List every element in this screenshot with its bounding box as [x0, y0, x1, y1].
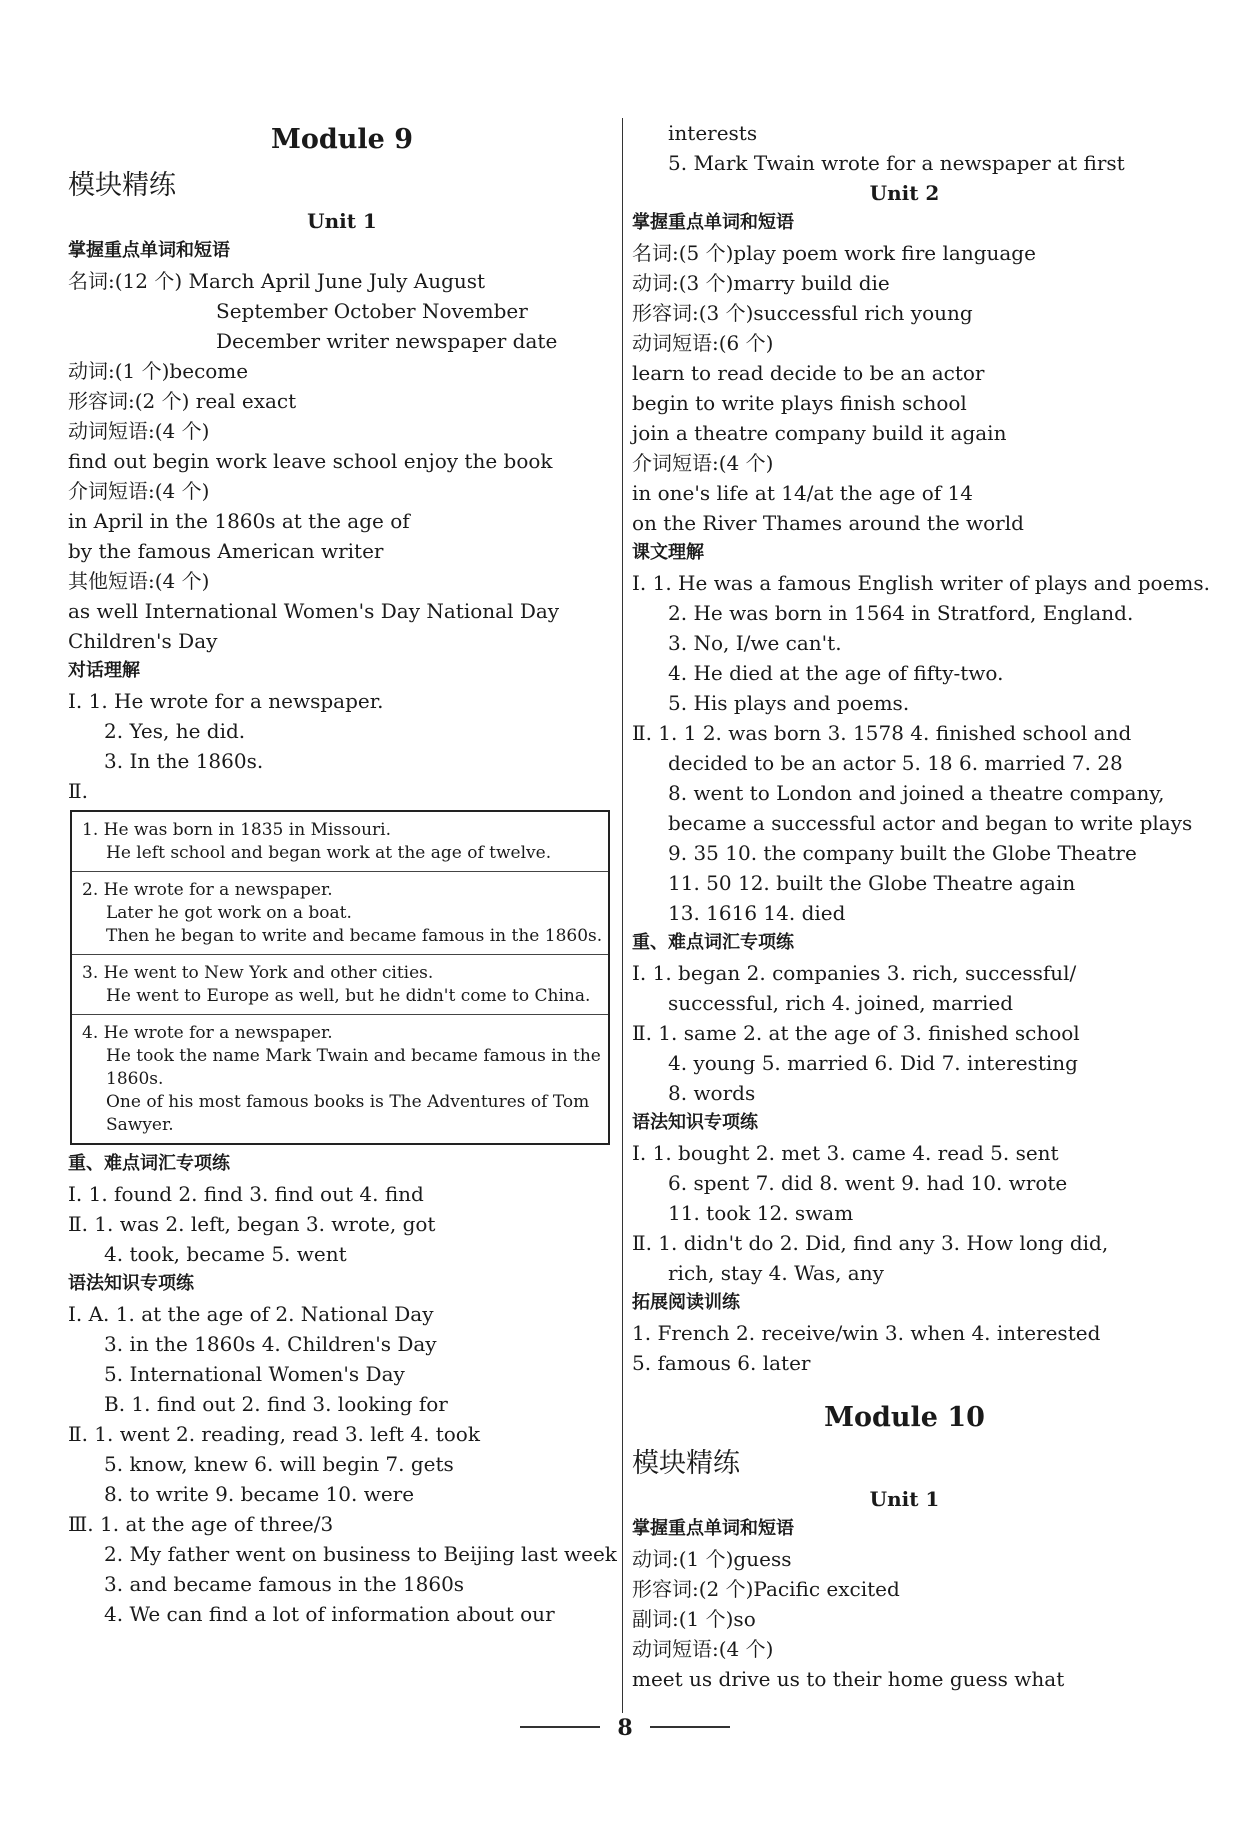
- module-title: Module 9: [270, 124, 414, 155]
- text-line: on the River Thames around the world: [632, 511, 1024, 535]
- section-heading: 课文理解: [632, 542, 704, 563]
- answer-line: 5. International Women's Day: [104, 1362, 405, 1386]
- text-line: 副词:(1 个)so: [632, 1607, 756, 1631]
- answer-line: rich, stay 4. Was, any: [668, 1261, 884, 1285]
- answer-box-line: He took the name Mark Twain and became famous in the: [106, 1046, 601, 1066]
- answer-line: 2. My father went on business to Beijing last week: [104, 1542, 617, 1566]
- answer-box-line: 1860s.: [106, 1069, 164, 1089]
- text-line: Ⅰ. 1. found 2. find 3. find out 4. find: [68, 1182, 424, 1206]
- spacer: [632, 1378, 1177, 1396]
- text-line: 介词短语:(4 个): [68, 479, 210, 503]
- column-divider: [622, 118, 623, 1713]
- text-line: Ⅱ. 1. 1 2. was born 3. 1578 4. finished school and: [632, 721, 1132, 745]
- answer-line: 8. words: [668, 1081, 756, 1105]
- text-line: Ⅰ. 1. He was a famous English writer of plays and poems.: [632, 571, 1210, 595]
- text-line: 介词短语:(4 个): [632, 451, 774, 475]
- page-number: 8: [617, 1715, 633, 1741]
- answer-box-line: Then he began to write and became famous in the 1860s.: [106, 926, 603, 946]
- answer-line: 4. took, became 5. went: [104, 1242, 347, 1266]
- text-line: Ⅰ. 1. bought 2. met 3. came 4. read 5. sent: [632, 1141, 1059, 1165]
- answer-line: B. 1. find out 2. find 3. looking for: [104, 1392, 448, 1416]
- answer-box-line: Later he got work on a boat.: [106, 903, 352, 923]
- text-line: as well International Women's Day National Day: [68, 599, 560, 623]
- text-line: 动词:(1 个)become: [68, 359, 249, 383]
- answer-line: 5. Mark Twain wrote for a newspaper at first: [668, 151, 1125, 175]
- answer-box-cell: [72, 955, 608, 1015]
- answer-line: 8. to write 9. became 10. were: [104, 1482, 415, 1506]
- text-line: Ⅰ. 1. began 2. companies 3. rich, successful/: [632, 961, 1077, 985]
- answer-line: 13. 1616 14. died: [668, 901, 846, 925]
- right-column: [632, 118, 1210, 1694]
- text-line: Ⅰ. A. 1. at the age of 2. National Day: [68, 1302, 434, 1326]
- answer-box-line: 2. He wrote for a newspaper.: [82, 880, 333, 900]
- answer-line: 8. went to London and joined a theatre company,: [668, 781, 1165, 805]
- answer-box-line: One of his most famous books is The Adventures of Tom: [106, 1092, 590, 1112]
- text-line: find out begin work leave school enjoy the book: [68, 449, 553, 473]
- answer-line: 2. He was born in 1564 in Stratford, England.: [668, 601, 1134, 625]
- text-line: in April in the 1860s at the age of: [68, 509, 410, 533]
- answer-line: 6. spent 7. did 8. went 9. had 10. wrote: [668, 1171, 1068, 1195]
- answer-line: 3. in the 1860s 4. Children's Day: [104, 1332, 437, 1356]
- answer-line: 3. No, I/we can't.: [668, 631, 842, 655]
- answer-line: 4. He died at the age of fifty-two.: [668, 661, 1004, 685]
- section-heading: 掌握重点单词和短语: [632, 212, 794, 233]
- text-line: Ⅱ. 1. was 2. left, began 3. wrote, got: [68, 1212, 436, 1236]
- text-line: Ⅱ. 1. went 2. reading, read 3. left 4. took: [68, 1422, 480, 1446]
- text-line: Ⅱ. 1. didn't do 2. Did, find any 3. How long did,: [632, 1231, 1109, 1255]
- page-ornament-right: [650, 1726, 730, 1728]
- answer-line: 4. We can find a lot of information about our: [104, 1602, 555, 1626]
- text-line: 形容词:(2 个)Pacific excited: [632, 1577, 900, 1601]
- unit-title: Unit 2: [869, 181, 940, 205]
- text-line: 动词短语:(4 个): [68, 419, 210, 443]
- text-line: by the famous American writer: [68, 539, 384, 563]
- text-line: 动词短语:(4 个): [632, 1637, 774, 1661]
- answer-line: 11. took 12. swam: [668, 1201, 854, 1225]
- section-heading: 语法知识专项练: [632, 1112, 758, 1133]
- text-line: 名词:(5 个)play poem work fire language: [632, 241, 1036, 265]
- text-line: join a theatre company build it again: [632, 421, 1007, 445]
- answer-box-line: 4. He wrote for a newspaper.: [82, 1023, 333, 1043]
- text-line: Children's Day: [68, 629, 218, 653]
- unit-title: Unit 1: [869, 1487, 940, 1511]
- text-line: 形容词:(2 个) real exact: [68, 389, 297, 413]
- section-heading: 重、难点词汇专项练: [68, 1153, 230, 1174]
- answer-line: 3. In the 1860s.: [104, 749, 264, 773]
- text-line: meet us drive us to their home guess what: [632, 1667, 1065, 1691]
- text-line: Ⅱ.: [68, 779, 88, 803]
- left-column: [68, 118, 616, 1629]
- answer-line: 3. and became famous in the 1860s: [104, 1572, 465, 1596]
- text-line: 1. French 2. receive/win 3. when 4. interested: [632, 1321, 1101, 1345]
- text-line: 动词:(3 个)marry build die: [632, 271, 890, 295]
- text-line: 名词:(12 个) March April June July August: [68, 269, 486, 293]
- answer-line: 5. know, knew 6. will begin 7. gets: [104, 1452, 454, 1476]
- section-heading: 对话理解: [68, 660, 140, 681]
- answer-line: 11. 50 12. built the Globe Theatre again: [668, 871, 1076, 895]
- text-line: in one's life at 14/at the age of 14: [632, 481, 974, 505]
- answer-box-line: 1. He was born in 1835 in Missouri.: [82, 820, 392, 840]
- text-line: Ⅱ. 1. same 2. at the age of 3. finished school: [632, 1021, 1080, 1045]
- answer-line: 9. 35 10. the company built the Globe Theatre: [668, 841, 1137, 865]
- unit-title: Unit 1: [307, 209, 377, 233]
- answer-line: interests: [668, 121, 758, 145]
- text-line: 动词短语:(6 个): [632, 331, 774, 355]
- answer-box-line: 3. He went to New York and other cities.: [82, 963, 434, 983]
- section-heading: 重、难点词汇专项练: [632, 932, 794, 953]
- answer-box-cell: [72, 1015, 608, 1143]
- text-line: begin to write plays finish school: [632, 391, 967, 415]
- section-title: 模块精练: [68, 170, 176, 201]
- text-line: learn to read decide to be an actor: [632, 361, 985, 385]
- section-title: 模块精练: [632, 1448, 740, 1479]
- answer-box-cell: [72, 812, 608, 872]
- text-line: Ⅲ. 1. at the age of three/3: [68, 1512, 334, 1536]
- vocab-line: December writer newspaper date: [216, 329, 558, 353]
- answer-box-line: Sawyer.: [106, 1115, 174, 1135]
- text-line: 形容词:(3 个)successful rich young: [632, 301, 973, 325]
- answer-line: 4. young 5. married 6. Did 7. interesting: [668, 1051, 1078, 1075]
- answer-line: successful, rich 4. joined, married: [668, 991, 1014, 1015]
- section-heading: 语法知识专项练: [68, 1273, 194, 1294]
- answer-box-line: He went to Europe as well, but he didn't come to China.: [106, 986, 591, 1006]
- answer-box-cell: [72, 872, 608, 955]
- text-line: 5. famous 6. later: [632, 1351, 811, 1375]
- answer-line: became a successful actor and began to write plays: [668, 811, 1193, 835]
- answer-box-line: He left school and began work at the age of twelve.: [106, 843, 552, 863]
- text-line: Ⅰ. 1. He wrote for a newspaper.: [68, 689, 384, 713]
- answer-box: [70, 810, 610, 1145]
- answer-line: 2. Yes, he did.: [104, 719, 246, 743]
- module-title: Module 10: [824, 1402, 985, 1433]
- section-heading: 掌握重点单词和短语: [632, 1518, 794, 1539]
- answer-line: decided to be an actor 5. 18 6. married 7. 28: [668, 751, 1123, 775]
- section-heading: 掌握重点单词和短语: [68, 240, 230, 261]
- text-line: 其他短语:(4 个): [68, 569, 210, 593]
- text-line: 动词:(1 个)guess: [632, 1547, 792, 1571]
- section-heading: 拓展阅读训练: [632, 1292, 740, 1313]
- vocab-line: September October November: [216, 299, 528, 323]
- answer-line: 5. His plays and poems.: [668, 691, 910, 715]
